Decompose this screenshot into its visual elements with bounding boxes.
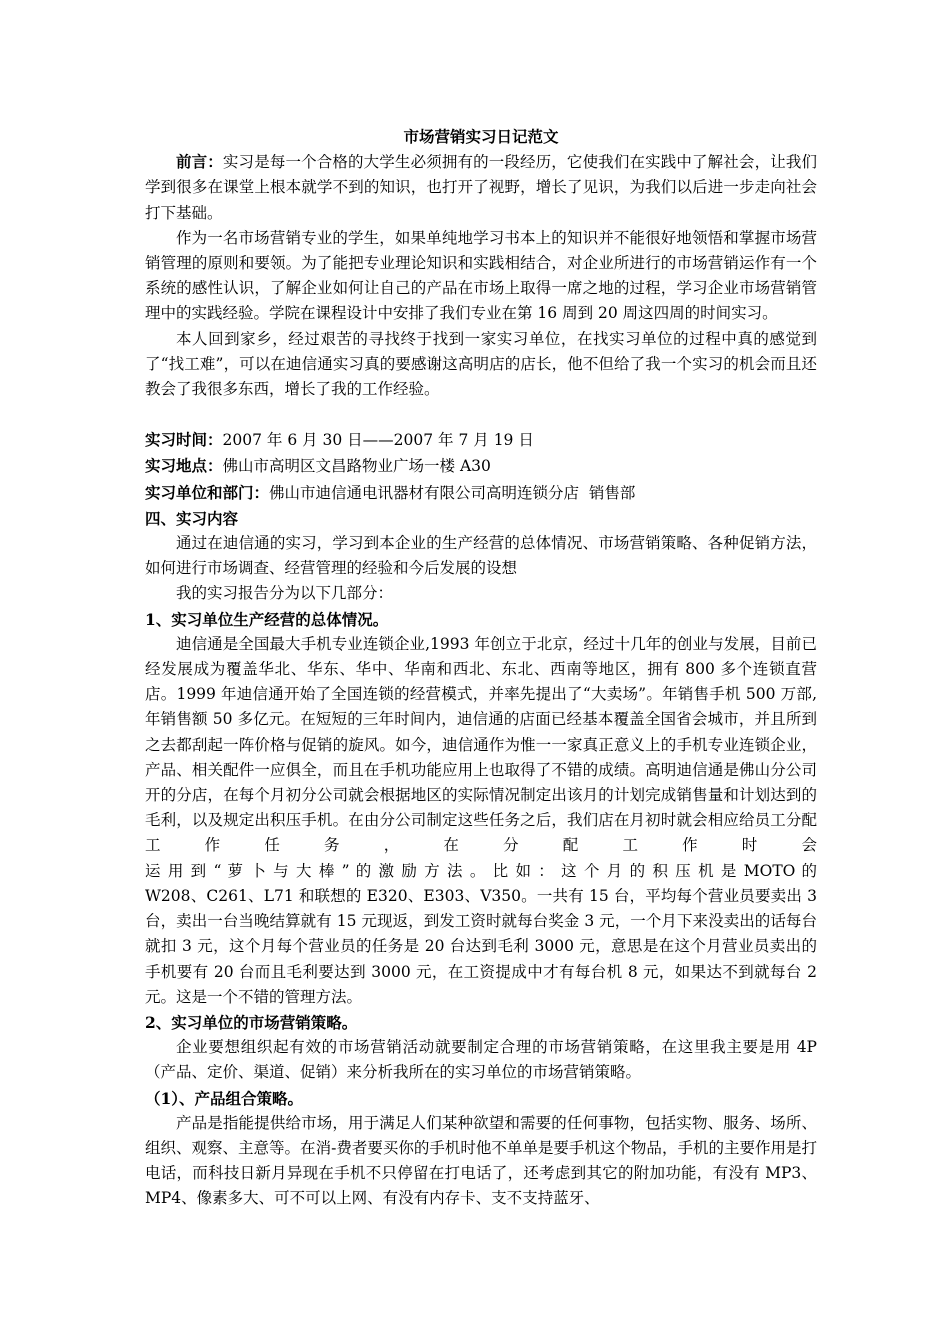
preface-text: 实习是每一个合格的大学生必须拥有的一段经历，它使我们在实践中了解社会，让我们学到很多在课堂上根本就学不到的知识，也打开了视野，增长了见识，为我们以后进一步走向社会打下基础。 bbox=[145, 153, 817, 222]
time-value: 2007 年 6 月 30 日——2007 年 7 月 19 日 bbox=[222, 431, 534, 450]
internship-unit bbox=[145, 480, 817, 506]
section-content-outline: 我的实习报告分为以下几部分： bbox=[176, 584, 394, 603]
preface-label: 前言： bbox=[176, 152, 223, 172]
internship-place bbox=[145, 453, 817, 479]
paragraph-internship-search: 本人回到家乡，经过艰苦的寻找终于找到一家实习单位，在找实习单位的过程中真的感觉到了“找工难”，可以在迪信通实习真的要感谢这高明店的店长，他不但给了我一个实习的机会而且还教会了我很多东西，增长了我的工作经验。 bbox=[145, 329, 817, 399]
document-page bbox=[145, 124, 817, 1212]
paragraph-operations-b: 运 用 到 “ 萝 卜 与 大 棒 ” 的 激 励 方 法 。 比 如 ： 这 个 月 的 积 压 机 是 MOTO 的 bbox=[145, 861, 817, 880]
paragraph-operations-a: 迪信通是全国最大手机专业连锁企业,1993 年创立于北京，经过十几年的创业与发展，目前已经发展成为覆盖华北、华东、华中、华南和西北、东北、西南等地区，拥有 800 多个连锁直营店。1999 年迪信通开始了全国连锁的经营模式，并率先提出了“大卖场”。年销售手机 500 万部,年销售额 50 多亿元。在短短的三年时间内，迪信通的店面已经基本覆盖全国省会城市，并且所到之去都刮起一阵价格与促销的旋风。如今，迪信通作为惟一一家真正意义上的手机专业连锁企业，产品、相关配件一应俱全，而且在手机功能应用上也取得了不错的成绩。高明迪信通是佛山分公司开的分店，在每个月初分公司就会根据地区的实际情况制定出该月的计划完成销售量和计划达到的毛利，以及规定出积压手机。在由分公司制定这些任务之后，我们店在月初时就会相应给员工分配工作任务，在分配工作时会 bbox=[145, 634, 817, 855]
blank-line bbox=[145, 402, 817, 427]
unit-value: 佛山市迪信通电讯器材有限公司高明连锁分店 销售部 bbox=[269, 483, 636, 502]
heading-product-strategy: （1）、产品组合策略。 bbox=[145, 1088, 304, 1108]
document-title: 市场营销实习日记范文 bbox=[403, 127, 559, 146]
unit-label: 实习单位和部门： bbox=[145, 482, 270, 502]
time-label: 实习时间： bbox=[145, 430, 223, 450]
paragraph-major-intro: 作为一名市场营销专业的学生，如果单纯地学习书本上的知识并不能很好地领悟和掌握市场营销管理的原则和要领。为了能把专业理论知识和实践相结合，对企业所进行的市场营销运作有一个系统的感性认识，了解企业如何让自己的产品在市场上取得一席之地的过程，学习企业市场营销管理中的实践经验。学院在课程设计中安排了我们专业在第 16 周到 20 周这四周的时间实习。 bbox=[145, 228, 817, 323]
place-label: 实习地点： bbox=[145, 456, 223, 476]
section-heading-content: 四、实习内容 bbox=[145, 508, 239, 528]
preface-paragraph bbox=[145, 149, 817, 226]
heading-operations-overview: 1、实习单位生产经营的总体情况。 bbox=[145, 609, 389, 629]
internship-time bbox=[145, 427, 817, 453]
paragraph-marketing-strategy: 企业要想组织起有效的市场营销活动就要制定合理的市场营销策略，在这里我主要是用 4P（产品、定价、渠道、促销）来分析我所在的实习单位的市场营销策略。 bbox=[145, 1038, 817, 1082]
place-value: 佛山市高明区文昌路物业广场一楼 A30 bbox=[222, 457, 491, 476]
paragraph-product-strategy: 产品是指能提供给市场，用于满足人们某种欲望和需要的任何事物，包括实物、服务、场所、组织、观察、主意等。在消-费者要买你的手机时他不单单是要手机这个物品，手机的主要作用是打电话，而科技日新月异现在手机不只停留在打电话了，还考虑到其它的附加功能，有没有 MP3、MP4、像素多大、可不可以上网、有没有内存卡、支不支持蓝牙、 bbox=[145, 1113, 817, 1208]
heading-marketing-strategy: 2、实习单位的市场营销策略。 bbox=[145, 1012, 358, 1032]
paragraph-operations-c: W208、C261、L71 和联想的 E320、E303、V350。一共有 15 台，平均每个营业员要卖出 3 台，卖出一台当晚结算就有 15 元现返，到发工资时就每台奖金 3 元，一个月下来没卖出的话每台就扣 3 元，这个月每个营业员的任务是 20 台达到毛利 3000 元，意思是在这个月营业员卖出的手机要有 20 台而且毛利要达到 3000 元，在工资提成中才有每台机 8 元，如果达不到就每台 2 元。这是一个不错的管理方法。 bbox=[145, 886, 817, 1006]
section-content-paragraph: 通过在迪信通的实习，学习到本企业的生产经营的总体情况、市场营销策略、各种促销方法，如何进行市场调查、经营管理的经验和今后发展的设想 bbox=[145, 534, 817, 578]
